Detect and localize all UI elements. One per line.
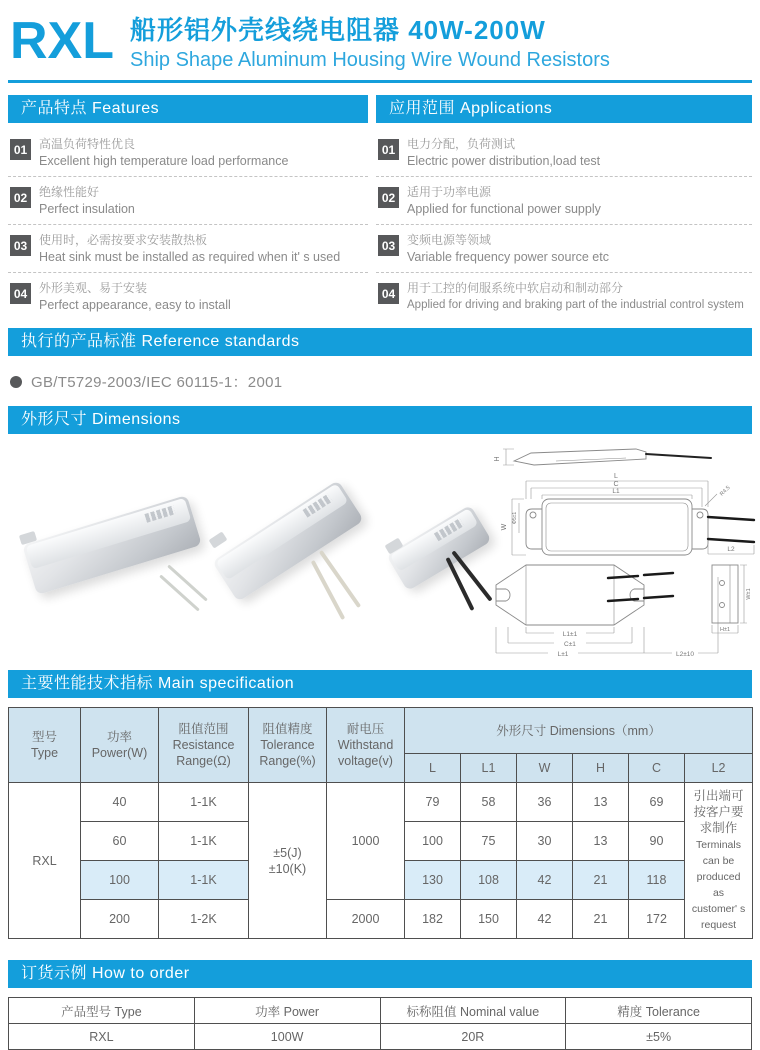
application-text-en: Variable frequency power source etc	[407, 250, 609, 264]
dim-label-ht: H±1	[719, 627, 731, 633]
application-item	[376, 273, 752, 320]
cell-L1: 150	[461, 900, 517, 939]
application-item	[376, 225, 752, 273]
col-header-W: W	[517, 754, 573, 783]
cell-range: 1-2K	[159, 900, 249, 939]
feature-item	[8, 225, 368, 273]
standards-item	[10, 371, 752, 392]
feature-number-badge: 02	[10, 187, 31, 208]
cell-L1: 75	[461, 822, 517, 861]
application-item	[376, 129, 752, 177]
page-header	[8, 6, 752, 74]
cell-L1: 58	[461, 783, 517, 822]
application-text-zh: 电力分配，负荷测试	[407, 137, 516, 151]
spec-heading: 主要性能技术指标 Main specification	[8, 670, 752, 698]
cell-C: 172	[629, 900, 685, 939]
bullet-icon	[10, 376, 22, 388]
order-table	[8, 997, 752, 1050]
feature-number-badge: 03	[10, 235, 31, 256]
dim-label-wt: W±1	[746, 588, 752, 600]
cell-C: 90	[629, 822, 685, 861]
lead-wire	[167, 564, 208, 601]
feature-text-en: Perfect appearance, easy to install	[39, 298, 231, 312]
col-header-resistance: 阻值范围 Resistance Range(Ω)	[159, 708, 249, 783]
lead-wire	[311, 560, 346, 620]
order-col-power: 功率 Power	[194, 998, 380, 1024]
col-header-tolerance: 阻值精度 Tolerance Range(%)	[249, 708, 327, 783]
applications-column	[376, 95, 752, 320]
feature-text-en: Heat sink must be installed as required when it' s used	[39, 250, 341, 264]
cell-C: 69	[629, 783, 685, 822]
cell-W: 36	[517, 783, 573, 822]
application-number-badge: 03	[378, 235, 399, 256]
cell-type: RXL	[9, 783, 81, 939]
cell-range: 1-1K	[159, 822, 249, 861]
order-col-type: 产品型号 Type	[9, 998, 195, 1024]
cell-C: 118	[629, 861, 685, 900]
mounting-tab	[209, 531, 228, 548]
dim-label-l1t: L1±1	[562, 631, 578, 638]
dimensions-heading: 外形尺寸 Dimensions	[8, 406, 752, 434]
dim-label-l: L	[614, 473, 618, 480]
application-number-badge: 01	[378, 139, 399, 160]
cell-H: 13	[573, 783, 629, 822]
order-heading: 订货示例 How to order	[8, 960, 752, 988]
applications-heading: 应用范围 Applications	[376, 95, 752, 123]
product-photo-large	[22, 495, 202, 595]
dim-label-h: H	[494, 456, 501, 462]
feature-item	[8, 177, 368, 225]
col-header-dimensions: 外形尺寸 Dimensions（mm）	[405, 708, 753, 754]
feature-text-zh: 使用时，必需按要求安装散热板	[39, 233, 208, 247]
cell-withstand-2000: 2000	[327, 900, 405, 939]
col-header-L1: L1	[461, 754, 517, 783]
application-text-zh: 适用于功率电源	[407, 185, 492, 199]
header-divider	[8, 80, 752, 83]
dim-label-ct: C±1	[564, 641, 576, 648]
col-header-power: 功率 Power(W)	[81, 708, 159, 783]
dim-label-phi: Φ5±1	[512, 511, 518, 525]
spec-row-200w	[9, 900, 753, 939]
col-header-L: L	[405, 754, 461, 783]
col-header-L2: L2	[685, 754, 753, 783]
cell-L: 182	[405, 900, 461, 939]
cell-H: 21	[573, 900, 629, 939]
col-header-H: H	[573, 754, 629, 783]
dimension-drawing	[486, 437, 754, 670]
order-col-nominal: 标称阻值 Nominal value	[380, 998, 566, 1024]
dim-label-l2: L2	[727, 546, 735, 553]
application-item	[376, 177, 752, 225]
dim-label-l1: L1	[612, 488, 620, 495]
dim-label-lt: L±1	[557, 651, 569, 658]
cell-range: 1-1K	[159, 783, 249, 822]
col-header-withstand: 耐电压 Withstand voltage(v)	[327, 708, 405, 783]
application-text-en: Applied for driving and braking part of the industrial control system	[407, 299, 744, 311]
cell-H: 21	[573, 861, 629, 900]
cell-power: 60	[81, 822, 159, 861]
cell-L: 100	[405, 822, 461, 861]
cell-withstand-1000: 1000	[327, 783, 405, 900]
standards-heading: 执行的产品标准 Reference standards	[8, 328, 752, 356]
dim-label-l2t: L2±10	[675, 651, 695, 658]
features-heading: 产品特点 Features	[8, 95, 368, 123]
cell-W: 30	[517, 822, 573, 861]
cell-L2-note: 引出端可按客户要求制作 Terminals can be produced as customer' s request	[685, 783, 753, 939]
application-text-en: Applied for functional power supply	[407, 202, 601, 216]
feature-item	[8, 273, 368, 320]
feature-number-badge: 04	[10, 283, 31, 304]
order-col-tolerance: 精度 Tolerance	[566, 998, 752, 1024]
application-number-badge: 04	[378, 283, 399, 304]
cell-power: 100	[81, 861, 159, 900]
cell-L: 130	[405, 861, 461, 900]
cell-L1: 108	[461, 861, 517, 900]
application-number-badge: 02	[378, 187, 399, 208]
dim-label-c: C	[613, 481, 619, 488]
standards-text: GB/T5729-2003/IEC 60115-1：2001	[31, 374, 283, 391]
order-value-row	[9, 1024, 752, 1050]
cell-tolerance: ±5(J) ±10(K)	[249, 783, 327, 939]
cell-W: 42	[517, 900, 573, 939]
order-value-power: 100W	[194, 1024, 380, 1050]
spec-row-40w	[9, 783, 753, 822]
features-column	[8, 95, 368, 320]
dim-label-w: W	[501, 523, 508, 531]
feature-text-zh: 高温负荷特性优良	[39, 137, 136, 151]
two-column-section	[8, 95, 752, 320]
cell-L: 79	[405, 783, 461, 822]
feature-number-badge: 01	[10, 139, 31, 160]
order-value-type: RXL	[9, 1024, 195, 1050]
application-text-zh: 变频电源等领域	[407, 233, 492, 247]
page-title: 船形铝外壳线绕电阻器 40W-200W	[130, 15, 546, 45]
feature-text-zh: 外形美观、易于安装	[39, 281, 148, 295]
spec-table	[8, 707, 753, 939]
order-value-nominal: 20R	[380, 1024, 566, 1050]
col-header-type: 型号 Type	[9, 708, 81, 783]
order-header-row	[9, 998, 752, 1024]
cell-power: 200	[81, 900, 159, 939]
title-block	[130, 10, 610, 74]
lead-wire	[159, 574, 200, 611]
cell-H: 13	[573, 822, 629, 861]
dimensions-media	[8, 437, 752, 670]
feature-text-en: Perfect insulation	[39, 202, 135, 216]
dim-label-r45: R4.5	[719, 485, 732, 498]
lead-wire	[319, 550, 361, 608]
cell-power: 40	[81, 783, 159, 822]
feature-text-zh: 绝缘性能好	[39, 185, 100, 199]
order-value-tolerance: ±5%	[566, 1024, 752, 1050]
cell-W: 42	[517, 861, 573, 900]
brand-logo: RXL	[10, 12, 114, 70]
feature-text-en: Excellent high temperature load performance	[39, 154, 289, 168]
page-subtitle: Ship Shape Aluminum Housing Wire Wound Resistors	[130, 49, 610, 71]
application-text-zh: 用于工控的伺服系统中软启动和制动部分	[407, 281, 624, 295]
feature-item	[8, 129, 368, 177]
col-header-C: C	[629, 754, 685, 783]
cell-range: 1-1K	[159, 861, 249, 900]
application-text-en: Electric power distribution,load test	[407, 154, 601, 168]
